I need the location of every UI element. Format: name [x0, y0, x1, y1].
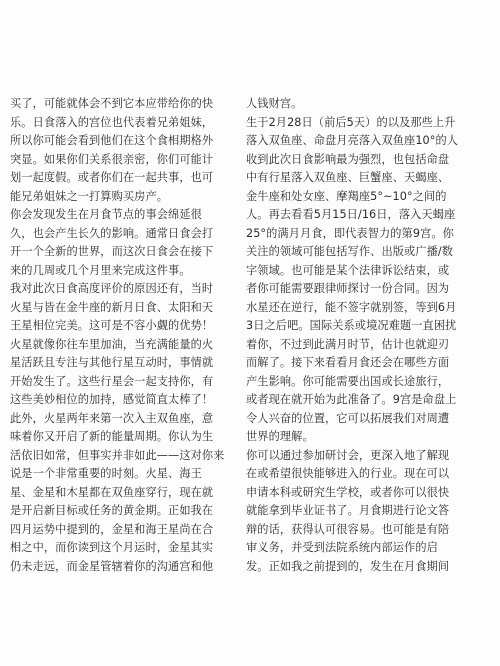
text-line: 而解了。接下来看看月食还会在哪些方面 [246, 356, 450, 369]
text-line: 世界的理解。 [246, 430, 314, 443]
text-line: 或者现在就开始为此准备了。9宫是命盘上 [246, 393, 457, 406]
text-line: 你可以通过参加研讨会，更深入地了解现 [246, 448, 450, 462]
text-line: 在或希望很快能够进入的行业。现在可以 [246, 467, 450, 480]
text-line: 金牛座和处女座、摩羯座5°~10°之间的 [246, 189, 447, 203]
text-line: 令人兴奋的位置，它可以拓展我们对周遭 [246, 411, 450, 425]
text-line: 火星与皆在金牛座的新月日食、太阳和天 [10, 300, 214, 314]
text-line: 25°的满月月食，即代表智力的第9宫。你 [246, 226, 454, 240]
right-text-column [246, 95, 482, 576]
text-line: 收到此次日食影响最为强烈，也包括命盘 [246, 152, 450, 166]
text-line: 人钱财宫。 [246, 97, 303, 110]
text-line: 活依旧如常，但事实并非如此——这对你来 [10, 448, 225, 462]
text-line: 开一个全新的世界，而这次日食会在接下 [10, 245, 214, 258]
text-line: 3日之后吧。国际关系或境况难题一直困扰 [246, 319, 457, 332]
text-line: 就能拿到毕业证书了。月食期进行论文答 [246, 504, 450, 517]
text-line: 生于2月28日（前后5天）的以及那些上升 [246, 115, 456, 129]
text-line: 乐。日食落入的宫位也代表着兄弟姐妹， [10, 115, 214, 129]
text-line: 产生影响。你可能需要出国或长途旅行， [246, 374, 450, 388]
text-line: 久，也会产生长久的影响。通常日食会打 [10, 226, 214, 240]
text-line: 关注的领域可能包括写作、出版或广播/数 [246, 245, 454, 258]
text-line: 水星还在逆行，能不签字就别签，等到6月 [246, 300, 457, 314]
left-text-column [10, 95, 232, 576]
text-line: 者你可能需要跟律师探讨一份合同。因为 [246, 282, 450, 295]
text-line: 着你，不过到此满月时节，估计也就迎刃 [246, 337, 450, 351]
text-line: 所以你可能会看到他们在这个食相期格外 [10, 134, 214, 147]
text-line: 这些美妙相位的加持，感觉简直太棒了！ [10, 393, 214, 406]
text-line: 人。再去看看5月15日/16日，落入天蝎座 [246, 208, 456, 221]
text-line: 此外，火星两年来第一次入主双鱼座，意 [10, 411, 214, 425]
text-line: 四月运势中提到的，金星和海王星尚在合 [10, 522, 214, 536]
text-line: 发。正如我之前提到的，发生在月食期间 [246, 559, 450, 573]
text-line: 说是一个非常重要的时刻。火星、海王 [10, 467, 202, 480]
text-line: 能兄弟姐妹之一打算购买房产。 [10, 189, 169, 203]
text-line: 是开启新目标或任务的黄金期。正如我在 [10, 504, 214, 517]
text-line: 突显。如果你们关系很亲密，你们可能计 [10, 152, 214, 166]
text-line: 审义务，并受到法院系统内部运作的启 [246, 541, 438, 554]
text-line: 开始发生了。这些行星会一起支持你，有 [10, 374, 214, 388]
text-line: 来的几周或几个月里来完成这件事。 [10, 263, 191, 277]
text-line: 味着你又开启了新的能量周期。你认为生 [10, 430, 214, 443]
text-line: 火星就像你往车里加油，当充满能量的火 [10, 337, 214, 351]
text-line: 我对此次日食高度评价的原因还有，当时 [10, 282, 214, 295]
text-line: 划一起度假。或者你们在一起共事，也可 [10, 171, 214, 184]
text-line: 你会发现发生在月食节点的事会绵延很 [10, 208, 202, 221]
text-line: 申请本科或研究生学校，或者你可以很快 [246, 485, 450, 499]
text-line: 落入双鱼座、命盘月亮落入双鱼座10°的人 [246, 134, 459, 147]
text-line: 星活跃且专注与其他行星互动时，事情就 [10, 356, 214, 369]
text-line: 王星相位完美。这可是不容小觑的优势！ [10, 319, 214, 332]
text-line: 星、金星和木星都在双鱼座穿行，现在就 [10, 485, 214, 499]
text-line: 仍未走远，而金星管辖着你的沟通宫和他 [10, 559, 214, 573]
text-line: 字领域。也可能是某个法律诉讼结束，或 [246, 263, 450, 277]
text-line: 辩的话，获得认可很容易。也可能是有陪 [246, 522, 450, 536]
text-line: 买了，可能就体会不到它本应带给你的快 [10, 97, 214, 110]
text-line: 中有行星落入双鱼座、巨蟹座、天蝎座、 [246, 171, 450, 184]
text-line: 相之中，而你读到这个月运时，金星其实 [10, 541, 214, 554]
